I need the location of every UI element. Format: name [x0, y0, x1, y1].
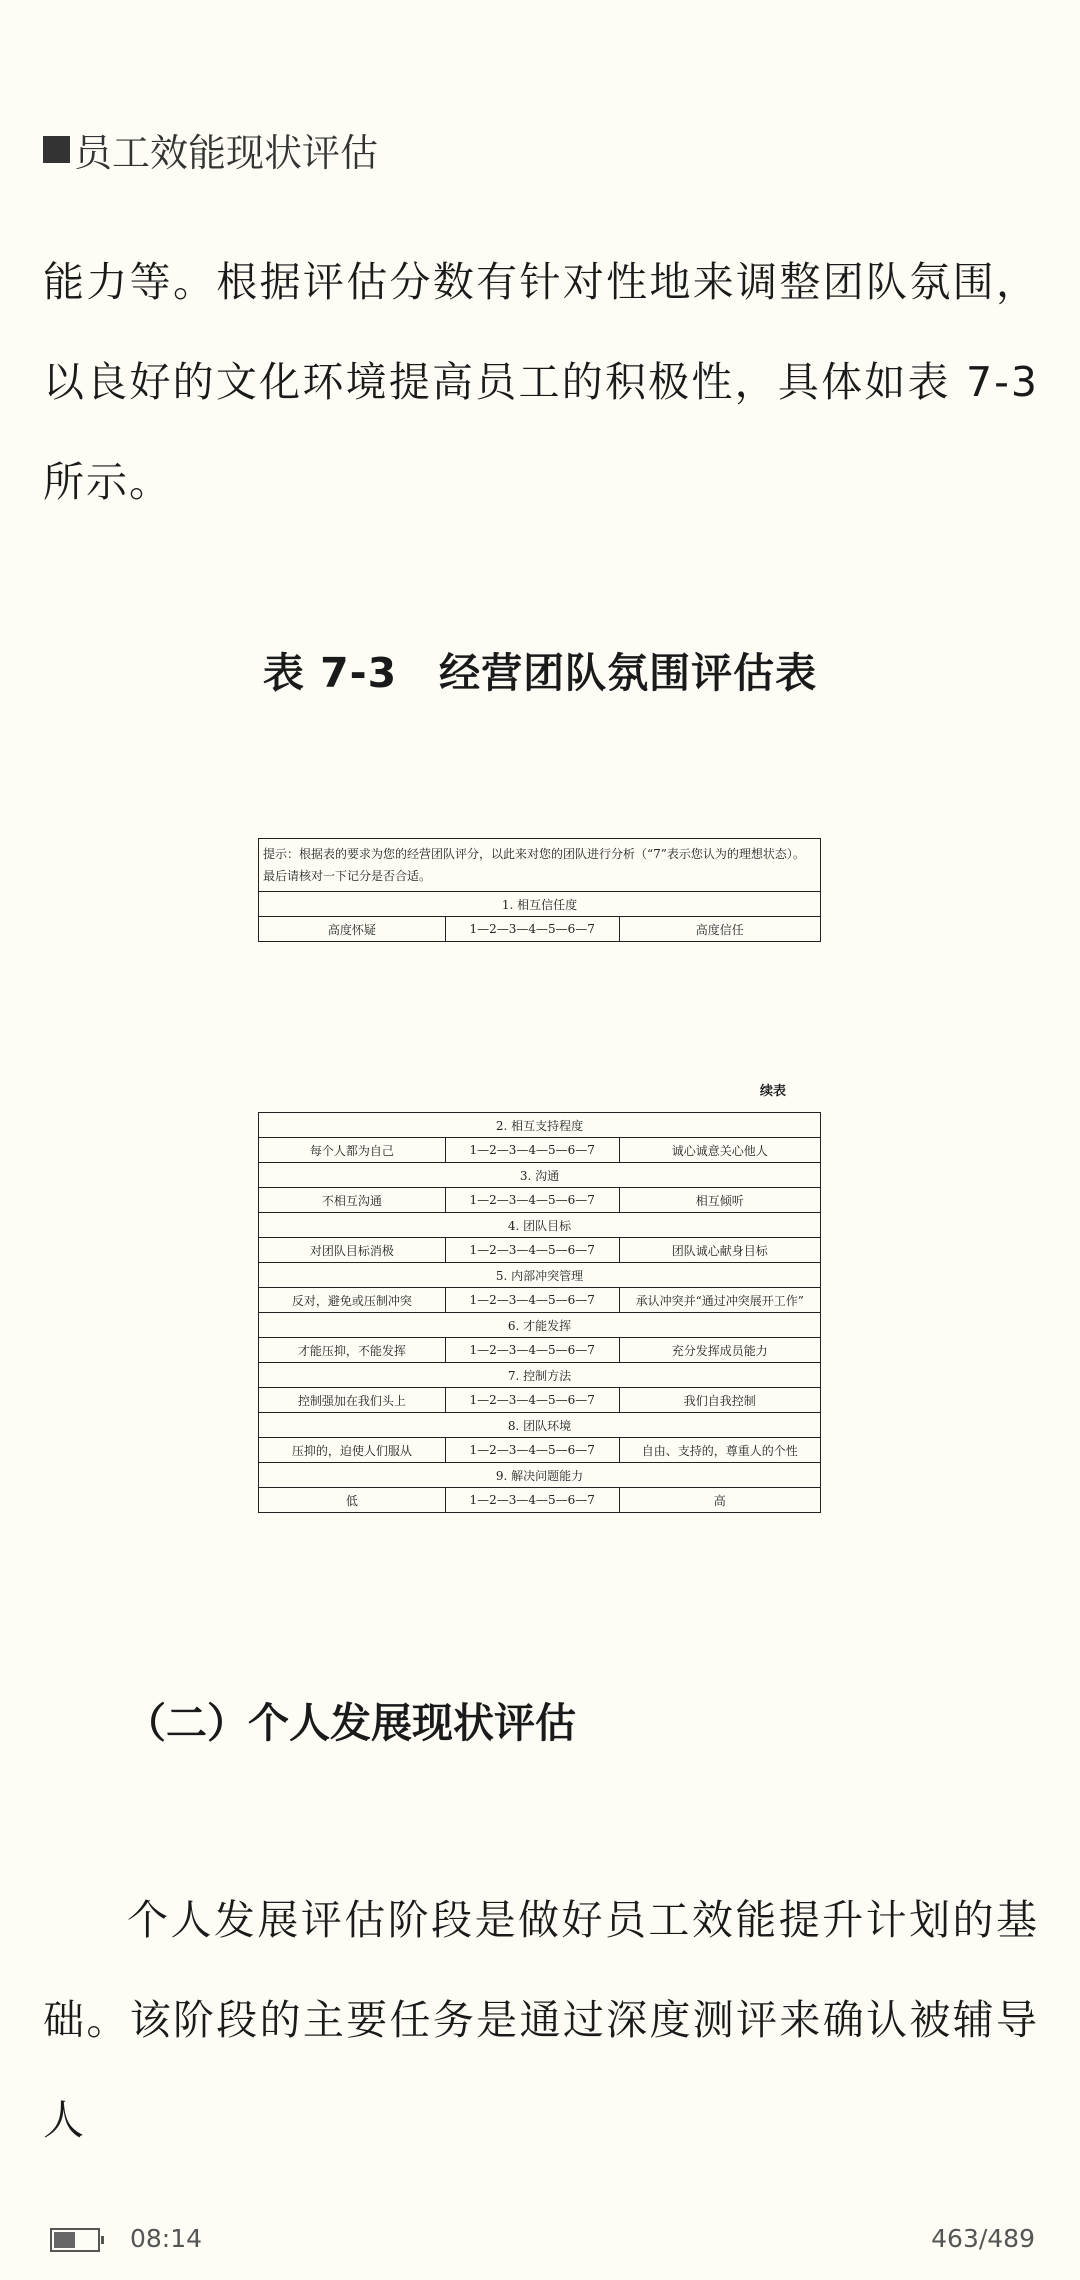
- table-right-cell: 我们自我控制: [619, 1388, 820, 1413]
- table-left-cell: 控制强加在我们头上: [259, 1388, 446, 1413]
- table-section-title: 3. 沟通: [259, 1163, 821, 1188]
- table-section-title: 9. 解决问题能力: [259, 1463, 821, 1488]
- table-note: 提示：根据表的要求为您的经营团队评分，以此来对您的团队进行分析（“7”表示您认为的理想状态）。最后请核对一下记分是否合适。: [259, 839, 821, 892]
- table-right-cell: 自由、支持的，尊重人的个性: [619, 1438, 820, 1463]
- table-scale-cell: 1—2—3—4—5—6—7: [445, 1238, 619, 1263]
- page-counter: 463/489: [931, 2224, 1035, 2253]
- assessment-table-part1: [258, 838, 821, 942]
- table-left-cell: 每个人都为自己: [259, 1138, 446, 1163]
- table-right-cell: 诚心诚意关心他人: [619, 1138, 820, 1163]
- table-scale-cell: 1—2—3—4—5—6—7: [445, 1288, 619, 1313]
- table-section-title: 6. 才能发挥: [259, 1313, 821, 1338]
- table-scale-cell: 1—2—3—4—5—6—7: [445, 1488, 619, 1513]
- body-paragraph-1: [43, 232, 1039, 532]
- table-left-cell: 低: [259, 1488, 446, 1513]
- table-left-cell: 不相互沟通: [259, 1188, 446, 1213]
- table-right-cell: 充分发挥成员能力: [619, 1338, 820, 1363]
- table-scale-cell: 1—2—3—4—5—6—7: [445, 1438, 619, 1463]
- table-scale-cell: 1—2—3—4—5—6—7: [445, 1138, 619, 1163]
- table-right-cell: 承认冲突并“通过冲突展开工作”: [619, 1288, 820, 1313]
- table-right-cell: 团队诚心献身目标: [619, 1238, 820, 1263]
- table-left-cell: 压抑的，迫使人们服从: [259, 1438, 446, 1463]
- table-section-title: 2. 相互支持程度: [259, 1113, 821, 1138]
- table-scale-cell: 1—2—3—4—5—6—7: [445, 1388, 619, 1413]
- assessment-table-part2: [258, 1112, 821, 1513]
- table-section-title: 7. 控制方法: [259, 1363, 821, 1388]
- chapter-title: 员工效能现状评估: [74, 131, 379, 175]
- square-bullet-icon: [43, 136, 70, 163]
- chapter-header: [43, 122, 378, 177]
- table-section-title: 5. 内部冲突管理: [259, 1263, 821, 1288]
- table-section-title: 4. 团队目标: [259, 1213, 821, 1238]
- table-scale-cell: 1—2—3—4—5—6—7: [445, 1188, 619, 1213]
- table-scale-cell: 1—2—3—4—5—6—7: [445, 917, 619, 942]
- paragraph-text: 个人发展评估阶段是做好员工效能提升计划的基础。该阶段的主要任务是通过深度测评来确认被辅导人: [43, 1896, 1039, 2144]
- table-right-cell: 高度信任: [619, 917, 820, 942]
- table-right-cell: 相互倾听: [619, 1188, 820, 1213]
- paragraph-text: 能力等。根据评估分数有针对性地来调整团队氛围，以良好的文化环境提高员工的积极性，具体如表 7-3 所示。: [43, 258, 1039, 506]
- table-caption: 表 7-3 经营团队氛围评估表: [262, 649, 818, 697]
- table-scale-cell: 1—2—3—4—5—6—7: [445, 1338, 619, 1363]
- table-left-cell: 才能压抑，不能发挥: [259, 1338, 446, 1363]
- status-footer: [0, 2224, 1080, 2264]
- table-left-cell: 反对，避免或压制冲突: [259, 1288, 446, 1313]
- battery-icon: [50, 2228, 100, 2252]
- table-section-title: 8. 团队环境: [259, 1413, 821, 1438]
- table-right-cell: 高: [619, 1488, 820, 1513]
- clock-time: 08:14: [130, 2224, 203, 2253]
- table-section-title: 1. 相互信任度: [259, 892, 821, 917]
- table-left-cell: 高度怀疑: [259, 917, 446, 942]
- body-paragraph-2: [43, 1870, 1039, 2170]
- continued-label: 续表: [760, 1084, 787, 1099]
- section-heading: （二）个人发展现状评估: [125, 1699, 576, 1747]
- table-left-cell: 对团队目标消极: [259, 1238, 446, 1263]
